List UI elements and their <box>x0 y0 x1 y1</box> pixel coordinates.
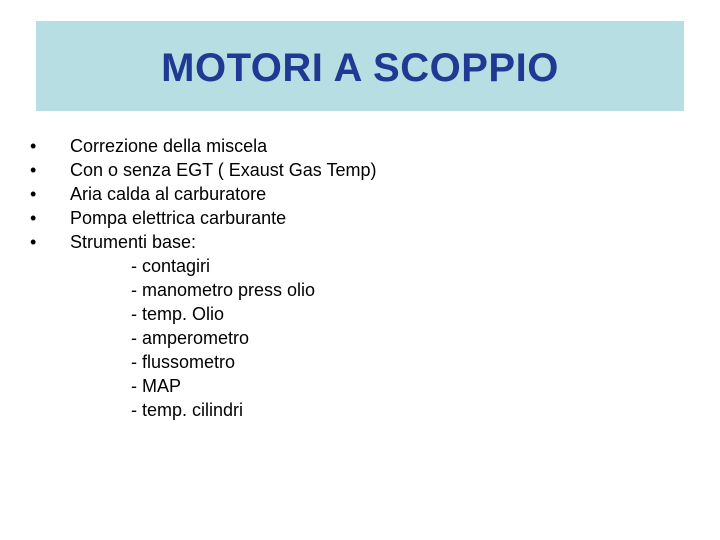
bullet-item <box>30 134 376 158</box>
bullet-marker: • <box>30 232 37 252</box>
subitem: - manometro press olio <box>131 280 316 300</box>
subitem: - amperometro <box>131 328 250 348</box>
subitem: - flussometro <box>131 352 236 372</box>
subitem: - MAP <box>131 376 182 396</box>
slide-title: MOTORI A SCOPPIO <box>161 45 559 90</box>
bullet-text: Aria calda al carburatore <box>70 184 267 204</box>
bullet-item <box>30 182 376 206</box>
bullet-marker: • <box>30 184 37 204</box>
bullet-list <box>30 134 376 254</box>
bullet-text: Pompa elettrica carburante <box>70 208 287 228</box>
bullet-item <box>30 158 376 182</box>
bullet-text: Strumenti base: <box>70 232 197 252</box>
bullet-marker: • <box>30 160 37 180</box>
bullet-item <box>30 230 376 254</box>
subitem: - temp. Olio <box>131 304 225 324</box>
instrument-sublist <box>131 254 315 422</box>
subitem: - contagiri <box>131 256 211 276</box>
subitem: - temp. cilindri <box>131 400 244 420</box>
title-band <box>36 21 684 111</box>
bullet-item <box>30 206 376 230</box>
bullet-text: Con o senza EGT ( Exaust Gas Temp) <box>70 160 377 180</box>
bullet-marker: • <box>30 208 37 228</box>
bullet-marker: • <box>30 136 37 156</box>
bullet-text: Correzione della miscela <box>70 136 268 156</box>
